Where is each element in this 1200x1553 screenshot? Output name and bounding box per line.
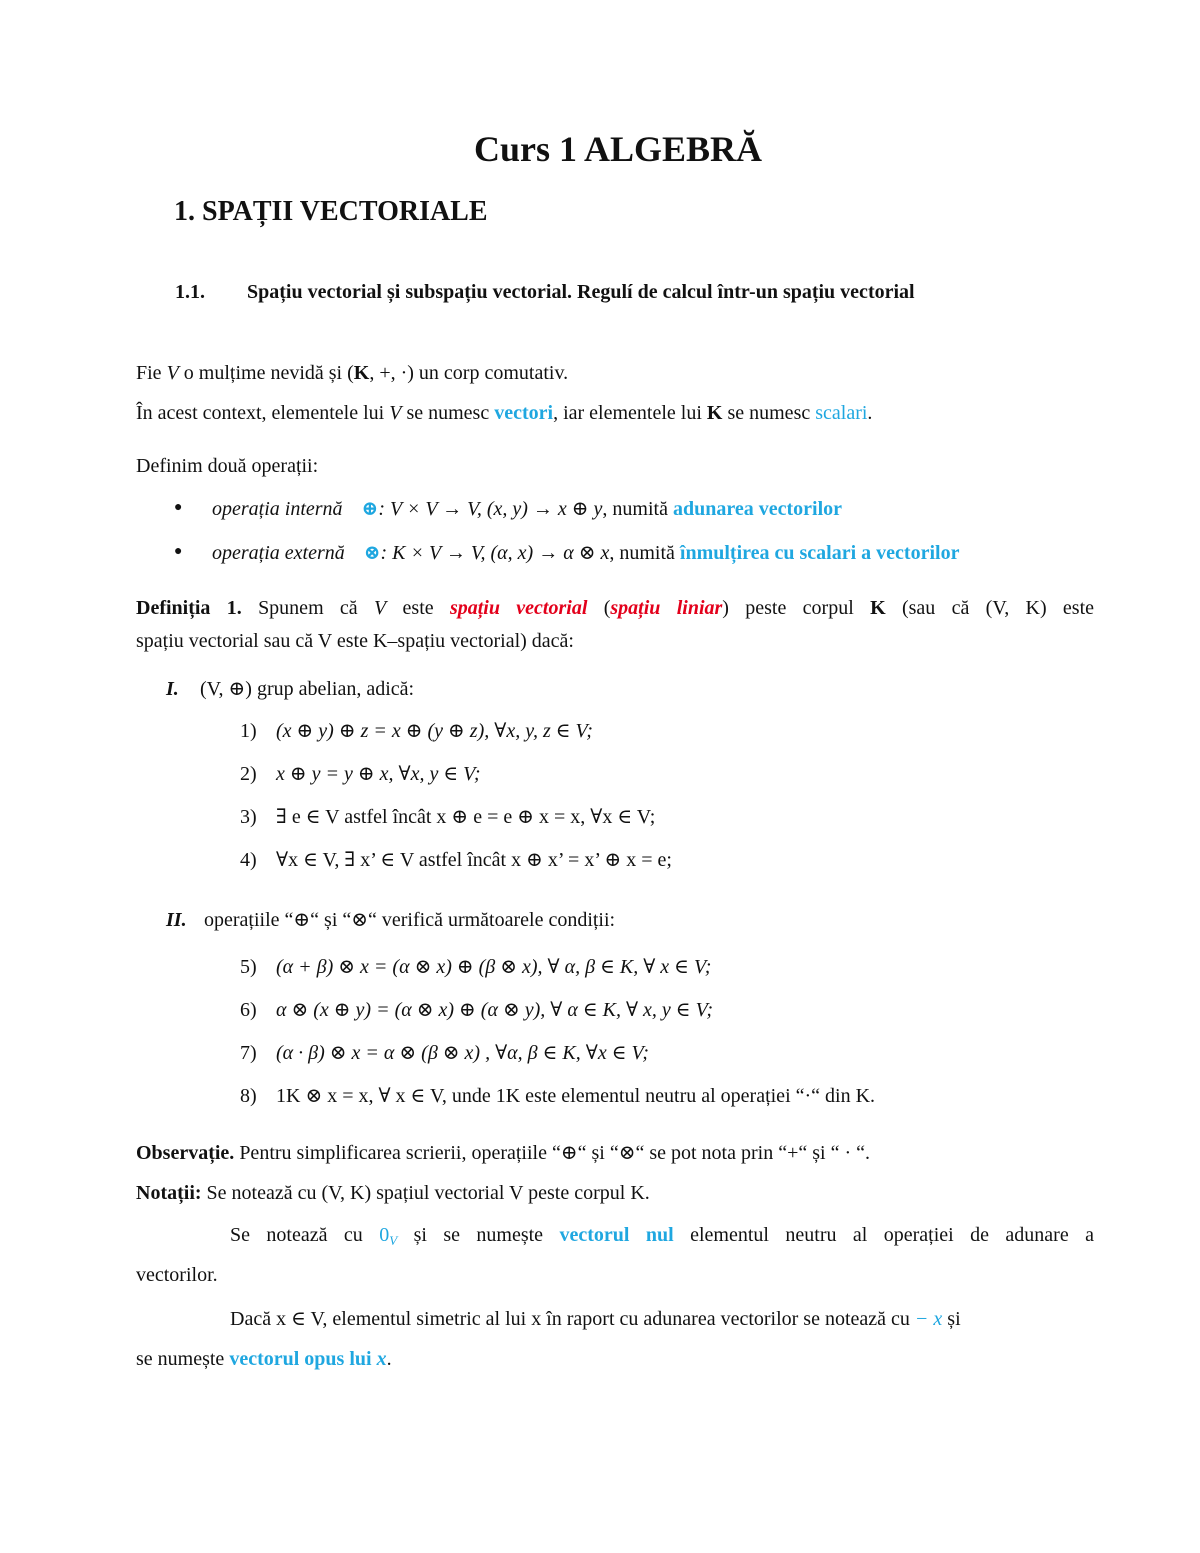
axiom-8 xyxy=(240,1083,875,1108)
axiom-6 xyxy=(240,997,713,1022)
operation-internal xyxy=(212,496,842,521)
axiom-formula: ∀x ∈ V, ∃ x’ ∈ V astfel încât x ⊕ x’ = x’ ⊕ x = e; xyxy=(276,849,672,871)
opposite-text: și xyxy=(942,1308,961,1330)
null-text: și se numește xyxy=(397,1224,560,1246)
definition-text: (sau că (V, K) este xyxy=(885,597,1095,619)
term-spatiu-vectorial: spațiu vectorial xyxy=(449,597,588,619)
axiom-number: 7) xyxy=(240,1042,257,1064)
subsection-heading xyxy=(175,281,915,304)
axiom-number: 8) xyxy=(240,1085,257,1107)
text-corp: , +, ·) un corp comutativ. xyxy=(369,362,569,384)
text-multime: o mulțime nevidă și ( xyxy=(183,362,354,384)
symbol-K-def: K xyxy=(870,597,886,619)
op-external-symbol: ⊗ xyxy=(363,542,381,564)
axiom-number: 1) xyxy=(240,720,257,742)
axiom-number: 5) xyxy=(240,956,257,978)
definition-text: ) peste corpul xyxy=(722,597,871,619)
definition-heading: Definiția 1. xyxy=(136,597,242,619)
op-external-name: operația externă xyxy=(212,542,345,564)
text-fie: Fie xyxy=(136,362,162,384)
axiom-number: 2) xyxy=(240,763,257,785)
roman-numeral-I: I. xyxy=(166,678,179,700)
axiom-number: 3) xyxy=(240,806,257,828)
text-se-numesc: se numesc xyxy=(406,402,490,424)
axiom-number: 6) xyxy=(240,999,257,1021)
axiom-5 xyxy=(240,954,711,979)
op-external-label: înmulțirea cu scalari a vectorilor xyxy=(679,542,960,564)
op-external-suffix: , numită xyxy=(609,542,675,564)
operations-condition-text: operațiile “⊕“ și “⊗“ verifică următoarele condiții: xyxy=(204,909,616,931)
axiom-formula: (α + β) ⊗ x = (α ⊗ x) ⊕ (β ⊗ x), ∀ α, β ∈ K, ∀ x ∈ V; xyxy=(276,956,712,978)
definition-line-1 xyxy=(136,597,1094,620)
definition-line-2: spațiu vectorial sau că V este K–spațiu vectorial) dacă: xyxy=(136,630,574,652)
axiom-4 xyxy=(240,847,672,872)
opposite-text: se numește xyxy=(136,1348,230,1370)
null-text: Se notează cu xyxy=(230,1224,380,1246)
null-text: elementul neutru al operației de adunare a xyxy=(673,1224,1095,1246)
group-condition xyxy=(166,676,414,701)
bullet-icon: ● xyxy=(174,500,183,515)
page-title: Curs 1 ALGEBRĂ xyxy=(473,129,763,169)
op-internal-name: operația internă xyxy=(212,498,343,520)
null-vector-line-1 xyxy=(230,1224,1094,1249)
axiom-formula: (x ⊕ y) ⊕ z = x ⊕ (y ⊕ z), ∀x, y, z ∈ V; xyxy=(276,720,593,742)
roman-numeral-II: II. xyxy=(166,909,187,931)
symbol-K: K xyxy=(353,362,370,384)
definition-text: este xyxy=(386,597,450,619)
notations xyxy=(136,1182,650,1205)
text-in-acest: În acest context, elementele lui xyxy=(136,402,385,424)
operations-condition xyxy=(166,907,615,932)
term-vectorul-opus: vectorul opus lui xyxy=(229,1348,377,1370)
operation-external xyxy=(212,540,959,565)
term-vectorul-nul: vectorul nul xyxy=(559,1224,674,1246)
subsection-text: Spațiu vectorial și subspațiu vectorial. Regulí de calcul într-un spațiu vectorial xyxy=(247,281,915,303)
bullet-icon: ● xyxy=(174,544,183,559)
op-internal-label: adunarea vectorilor xyxy=(672,498,842,520)
axiom-1 xyxy=(240,718,593,743)
opposite-end: . xyxy=(386,1348,392,1370)
axiom-7 xyxy=(240,1040,649,1065)
op-external-formula: : K × V → V, (α, x) → α ⊗ x xyxy=(380,542,610,564)
opposite-vector-line-2 xyxy=(136,1348,392,1371)
notations-heading: Notații: xyxy=(136,1182,202,1204)
text-dot: . xyxy=(867,402,873,424)
symbol-V-def: V xyxy=(374,597,387,619)
notations-text: Se notează cu (V, K) spațiul vectorial V peste corpul K. xyxy=(201,1182,650,1204)
definition-text: Spunem că xyxy=(241,597,375,619)
null-zero: 0 xyxy=(379,1224,390,1246)
opposite-text: Dacă x ∈ V, elementul simetric al lui x în raport cu adunarea vectorilor se notează cu xyxy=(230,1308,915,1330)
axiom-formula: 1K ⊗ x = x, ∀ x ∈ V, unde 1K este elementul neutru al operației “·“ din K. xyxy=(276,1085,876,1107)
definition-text: ( xyxy=(587,597,611,619)
define-operations: Definim două operații: xyxy=(136,455,319,477)
axiom-formula: x ⊕ y = y ⊕ x, ∀x, y ∈ V; xyxy=(276,763,481,785)
null-vector-line-2: vectorilor. xyxy=(136,1264,218,1286)
axiom-formula: α ⊗ (x ⊕ y) = (α ⊗ x) ⊕ (α ⊗ y), ∀ α ∈ K, ∀ x, y ∈ V; xyxy=(276,999,713,1021)
symbol-K-2: K xyxy=(706,402,723,424)
text-se-numesc-2: se numesc xyxy=(727,402,811,424)
symbol-V-2: V xyxy=(389,402,402,424)
intro-line-2 xyxy=(136,402,872,425)
op-internal-symbol: ⊕ xyxy=(361,498,379,520)
group-condition-text: (V, ⊕) grup abelian, adică: xyxy=(200,678,415,700)
opposite-vector-line-1 xyxy=(230,1306,961,1331)
axiom-2 xyxy=(240,761,481,786)
term-spatiu-liniar: spațiu liniar xyxy=(610,597,723,619)
axiom-formula: ∃ e ∈ V astfel încât x ⊕ e = e ⊕ x = x, ∀x ∈ V; xyxy=(276,806,656,828)
observation-text: Pentru simplificarea scrierii, operațiile “⊕“ și “⊗“ se pot nota prin “+“ și “ · “. xyxy=(234,1142,870,1164)
term-vectori: vectori xyxy=(494,402,554,424)
intro-line-1 xyxy=(136,362,568,385)
axiom-3 xyxy=(240,804,655,829)
section-heading: 1. SPAȚII VECTORIALE xyxy=(174,196,488,227)
axiom-number: 4) xyxy=(240,849,257,871)
subsection-number: 1.1. xyxy=(175,281,205,303)
text-iar: , iar elementele lui xyxy=(553,402,702,424)
observation-heading: Observație. xyxy=(136,1142,235,1164)
symbol-V: V xyxy=(166,362,179,384)
term-scalari: scalari xyxy=(815,402,868,424)
term-x: x xyxy=(376,1348,387,1370)
op-internal-formula: : V × V → V, (x, y) → x ⊕ y xyxy=(378,498,603,520)
term-minus-x: − x xyxy=(914,1308,943,1330)
op-internal-suffix: , numită xyxy=(602,498,668,520)
observation xyxy=(136,1140,870,1165)
axiom-formula: (α · β) ⊗ x = α ⊗ (β ⊗ x) , ∀α, β ∈ K, ∀x ∈ V; xyxy=(276,1042,649,1064)
null-subscript: V xyxy=(389,1233,398,1248)
